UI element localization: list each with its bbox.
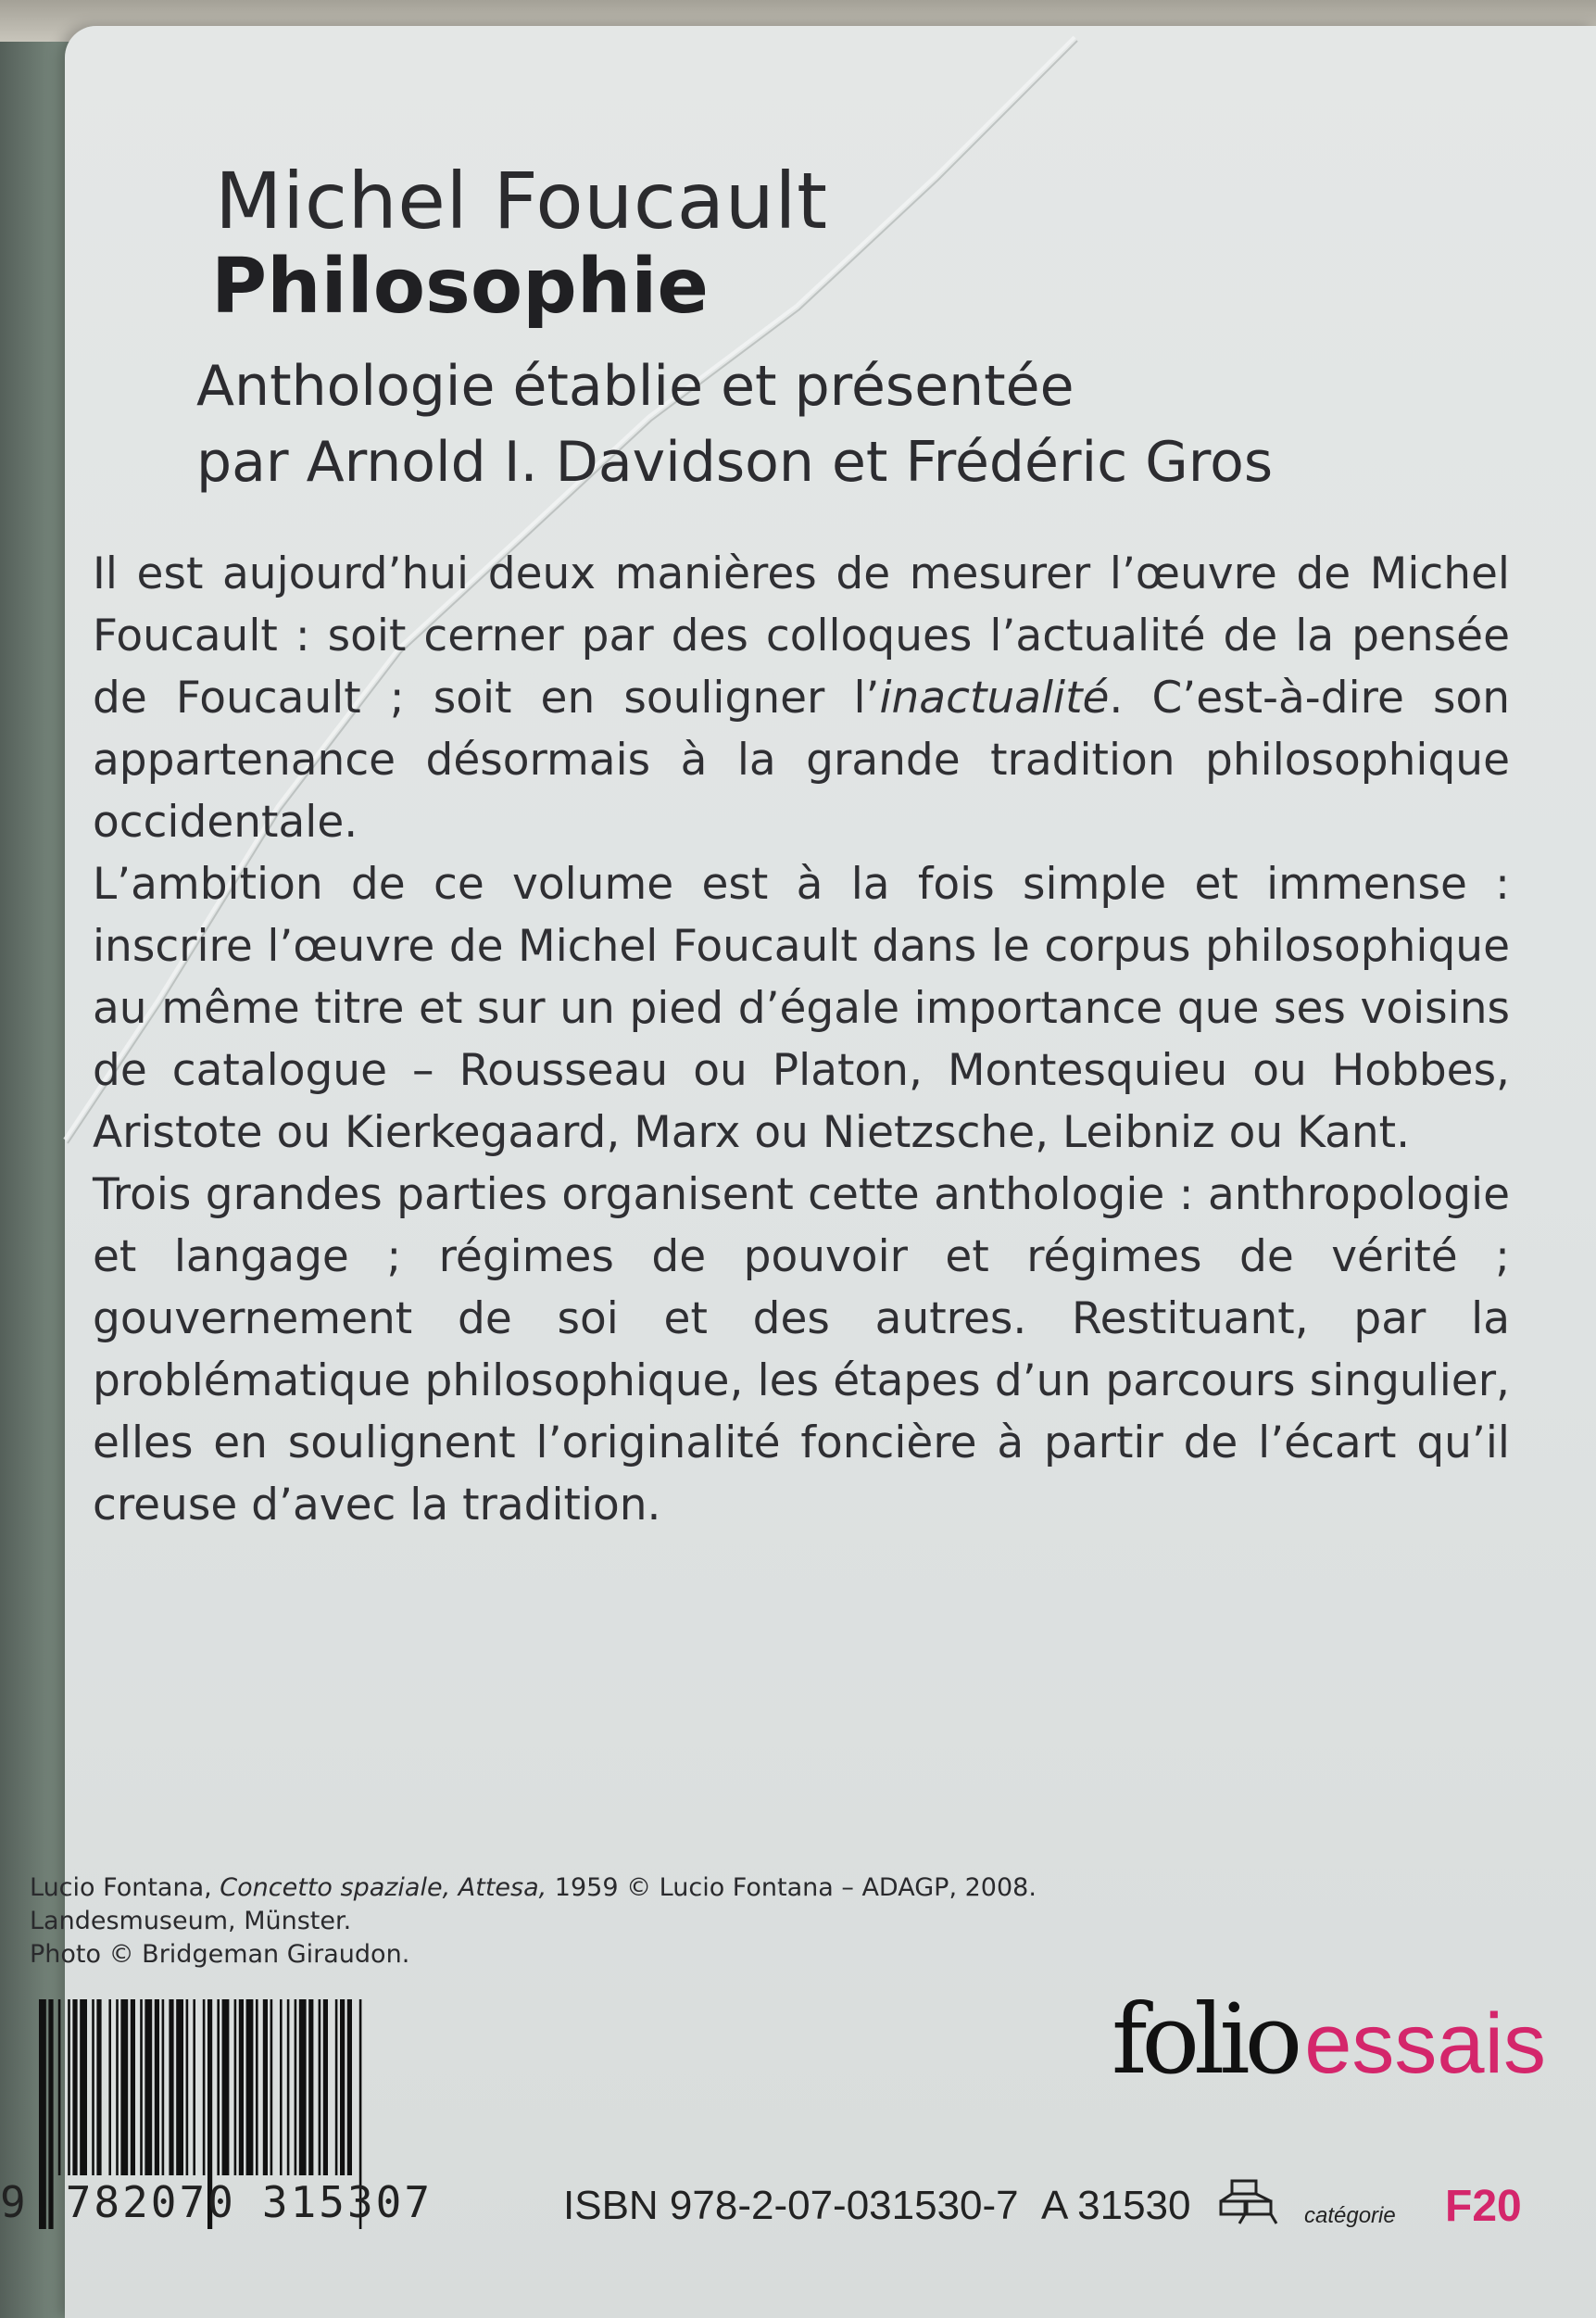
credit-line: Photo © Bridgeman Giraudon.	[30, 1940, 410, 1969]
barcode-bar	[162, 1999, 165, 2175]
category-label: catégorie	[1304, 2203, 1396, 2228]
barcode-bar	[340, 1999, 345, 2175]
barcode-bar	[176, 1999, 183, 2175]
barcode-bar	[263, 1999, 268, 2175]
barcode-bar	[92, 1999, 94, 2175]
barcode-bar	[120, 1999, 128, 2175]
barcode-bar	[116, 1999, 119, 2175]
barcode-bar	[96, 1999, 101, 2175]
blurb-paragraph: L’ambition de ce volume est à la fois simple et immense : inscrire l’œuvre de Michel Foucault dans le corpus philosophique au même titre et sur un pied d’égale importance que ses voisins de catalogue – Rousseau ou Platon, Montesquieu ou Hobbes, Aristote ou Kierkegaard, Marx ou Nietzsche, Leibniz ou Kant.	[93, 859, 1510, 1158]
barcode-bar	[280, 1999, 283, 2175]
logo-folio: folio	[1112, 1983, 1298, 2096]
barcode-bar	[193, 1999, 195, 2175]
barcode-bar	[347, 1999, 352, 2175]
barcode-bar	[186, 1999, 189, 2175]
folio-essais-logo	[1112, 1983, 1546, 2096]
blurb-paragraph: Trois grandes parties organisent cette anthologie : anthropologie et langage ; régimes de pouvoir et régimes de vérité ; gouvernement de soi et des autres. Restituant, par la problématique philosophique, les étapes d’un parcours singulier, elles en soulignent l’originalité foncière à partir de l’écart qu’il creuse d’avec la tradition.	[93, 1169, 1510, 1531]
barcode-bar	[108, 1999, 111, 2175]
isbn: ISBN 978-2-07-031530-7	[563, 2183, 1019, 2228]
subtitle-line: Anthologie établie et présentée	[196, 354, 1074, 419]
barcode-bar	[203, 1999, 206, 2175]
blurb-paragraph: Il est aujourd’hui deux manières de mesurer l’œuvre de Michel Foucault : soit cerner par des colloques l’actualité de la pensée de Foucault ; soit en souligner l’inactualité. C’est-à-dire son appartenance désormais à la grande tradition philosophique occidentale.	[93, 548, 1510, 848]
barcode-bar	[140, 1999, 143, 2175]
barcode-digits: 9 782070 315307	[0, 2177, 434, 2227]
barcode-bar	[308, 1999, 313, 2175]
barcode-bar	[131, 1999, 135, 2175]
image-credits	[30, 1871, 1037, 1972]
author-name: Michel Foucault	[215, 156, 828, 246]
barcode-bar	[239, 1999, 244, 2175]
barcode-bar	[335, 1999, 338, 2175]
barcode-bar	[68, 1999, 70, 2175]
barcode-bar	[287, 1999, 290, 2175]
catalog-code: A 31530	[1041, 2183, 1191, 2228]
barcode-bar	[80, 1999, 87, 2175]
book-title: Philosophie	[211, 243, 709, 331]
barcode-bar	[295, 1999, 297, 2175]
barcode-bar	[246, 1999, 254, 2175]
barcode-bar	[256, 1999, 258, 2175]
barcode-bar	[270, 1999, 273, 2175]
blurb	[93, 543, 1510, 1536]
credit-line: Landesmuseum, Münster.	[30, 1907, 352, 1935]
barcode-bar	[58, 1999, 61, 2175]
barcode-bar	[222, 1999, 230, 2175]
barcode-bar	[72, 1999, 77, 2175]
barcode-bar	[145, 1999, 152, 2175]
barcode-bar	[319, 1999, 321, 2175]
italic-word: inactualité	[879, 673, 1110, 724]
barcode-bar	[169, 1999, 173, 2175]
barcode-bar	[323, 1999, 328, 2175]
category-value: F20	[1445, 2182, 1522, 2231]
logo-essais: essais	[1304, 1997, 1547, 2091]
barcode-bar	[299, 1999, 307, 2175]
subtitle-line: par Arnold I. Davidson et Frédéric Gros	[196, 430, 1274, 495]
barcode-bar	[155, 1999, 159, 2175]
book-subtitle	[196, 348, 1273, 500]
barcode-bar	[217, 1999, 220, 2175]
credit-line: Lucio Fontana, Concetto spaziale, Attesa, 1959 © Lucio Fontana – ADAGP, 2008.	[30, 1873, 1037, 1902]
barcode-bar	[234, 1999, 237, 2175]
books-icon	[1212, 2175, 1282, 2229]
